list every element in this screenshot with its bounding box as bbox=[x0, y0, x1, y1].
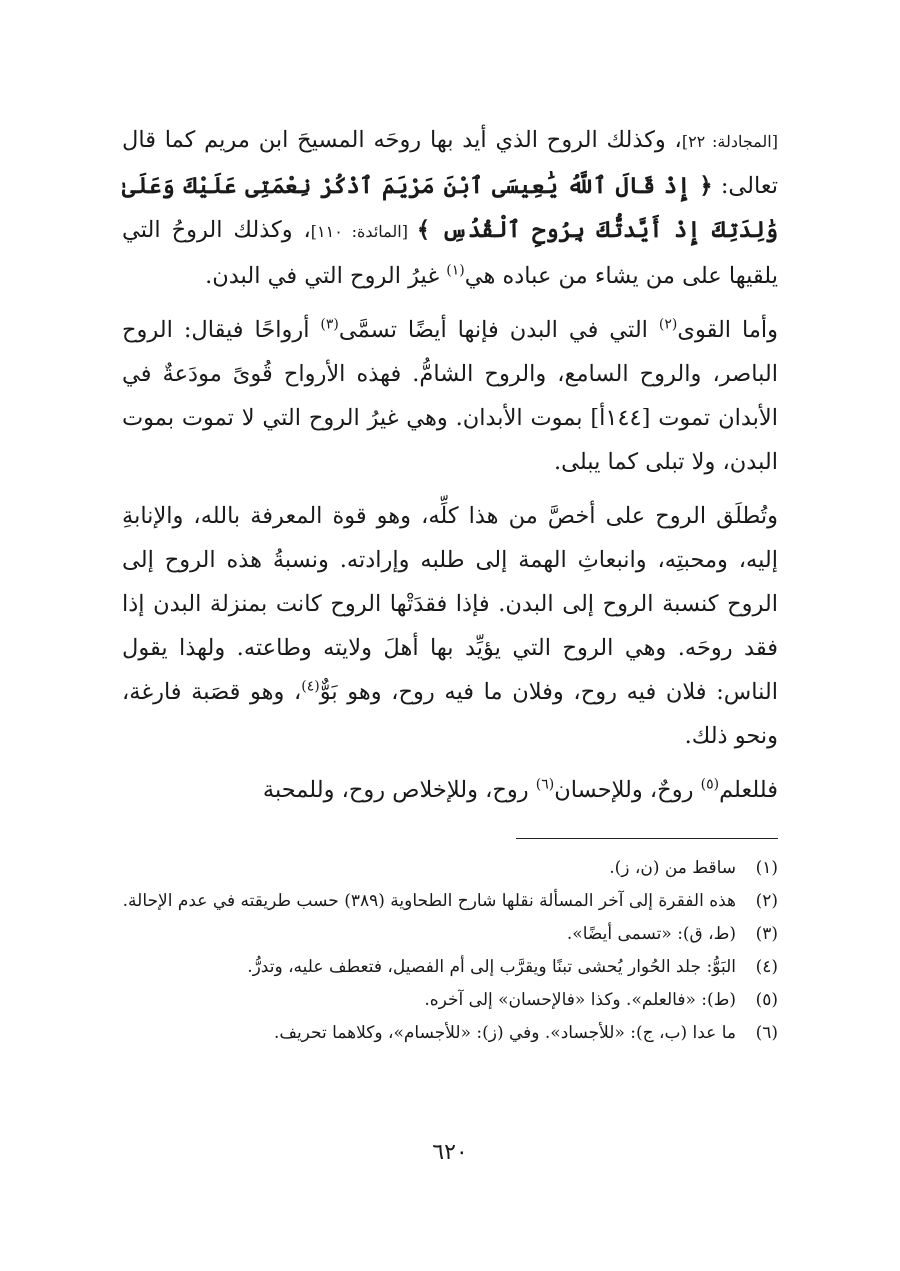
footnote bbox=[122, 951, 778, 984]
footnote-marker: (٣) bbox=[320, 316, 339, 333]
footnote-marker: (٦) bbox=[535, 776, 555, 793]
footnote-text: (ط): «فالعلم». وكذا «فالإحسان» إلى آخره. bbox=[424, 990, 736, 1010]
footnote-number: (٥) bbox=[755, 990, 778, 1010]
paragraph-text: روح، وللإخلاص روح، وللمحبة bbox=[262, 777, 536, 803]
page-number: ٦٢٠ bbox=[432, 1140, 468, 1165]
footnote bbox=[122, 852, 778, 885]
paragraph-text: وتُطلَق الروح على أخصَّ من هذا كلِّه، وهو قوة المعرفة بالله، والإنابةِ إليه، ومحبتِه، وانبعاثِ الهمة إلى طلبه وإرادته. ونسبةُ هذه الروح إلى الروح كنسبة الروح إلى البدن. فإذا فقدَتْها الروح كانت بمنزلة البدن إذا فقد روحَه. وهي الروح التي يؤيِّد بها أهلَ ولايته وطاعته. ولهذا يقول الناس: فلان فيه روح، وفلان ما فيه روح، وهو بَوٌّ bbox=[122, 503, 778, 705]
verse-reference: [المائدة: ١١٠] bbox=[310, 222, 417, 241]
paragraph-text: التي في البدن فإنها أيضًا تسمَّى bbox=[338, 317, 659, 343]
footnotes bbox=[122, 852, 778, 1050]
footnote-marker: (٢) bbox=[658, 316, 678, 333]
footnote-number: (٤) bbox=[755, 957, 778, 977]
footnote-number: (٢) bbox=[755, 891, 778, 911]
footnote bbox=[122, 918, 778, 951]
paragraph-text: غيرُ الروح التي في البدن. bbox=[205, 263, 447, 289]
paragraph-1 bbox=[122, 118, 778, 298]
main-text bbox=[122, 118, 778, 822]
footnote-number: (٣) bbox=[755, 924, 778, 944]
quran-verse: ﴿ إِذْ قَالَ ٱللَّهُ يَٰعِيسَى ٱبْنَ مَرْيَمَ ٱذْكُرْ نِعْمَتِى عَلَيْكَ وَعَلَىٰ وَٰلِدَتِكَ إِذْ أَيَّدتُّكَ بِرُوحِ ٱلْقُدُسِ ﴾ bbox=[122, 173, 779, 243]
paragraph-4 bbox=[122, 768, 778, 812]
footnote bbox=[122, 1017, 778, 1050]
footnote-marker: (٥) bbox=[700, 776, 720, 793]
verse-reference: [المجادلة: ٢٢] bbox=[681, 132, 778, 151]
footnote-text: ما عدا (ب، ج): «للأجساد». وفي (ز): «للأجسام»، وكلاهما تحريف. bbox=[273, 1023, 736, 1043]
paragraph-text: وأما القوى bbox=[677, 317, 778, 343]
paragraph-2 bbox=[122, 308, 778, 484]
paragraph-text: ، وكذلك الروح الذي أيد بها روحَه المسيحَ ابن مريم كما قال تعالى: bbox=[122, 127, 778, 199]
footnote-separator bbox=[516, 838, 778, 839]
paragraph-text: ، وهو قصَبة فارغة، ونحو ذلك. bbox=[122, 679, 778, 749]
paragraph-text: أرواحًا فيقال: الروح الباصر، والروح السامع، والروح الشامُّ. فهذه الأرواح قُوىً مودَعةٌ في الأبدان تموت [١٤٤أ] بموت الأبدان. وهي غيرُ الروح التي لا تموت بموت البدن، ولا تبلى كما يبلى. bbox=[122, 317, 778, 475]
footnote-number: (١) bbox=[755, 858, 778, 878]
footnote bbox=[122, 885, 778, 918]
footnote-number: (٦) bbox=[755, 1023, 778, 1043]
paragraph-3 bbox=[122, 494, 778, 758]
footnote-text: هذه الفقرة إلى آخر المسألة نقلها شارح الطحاوية (٣٨٩) حسب طريقته في عدم الإحالة. bbox=[122, 891, 736, 911]
paragraph-text: فللعلم bbox=[719, 777, 778, 803]
footnote-text: البَوُّ: جلد الحُوار يُحشى تبنًا ويقرَّب إلى أم الفصيل، فتعطف عليه، وتدرُّ. bbox=[247, 957, 736, 977]
footnote bbox=[122, 984, 778, 1017]
footnote-text: ساقط من (ن، ز). bbox=[609, 858, 736, 878]
footnote-text: (ط، ق): «تسمى أيضًا». bbox=[566, 924, 736, 944]
paragraph-text: ، وكذلك الروحُ التي يلقيها على من يشاء من عباده هي bbox=[122, 217, 778, 289]
footnote-marker: (١) bbox=[446, 262, 465, 279]
paragraph-text: روحٌ، وللإحسان bbox=[554, 777, 701, 803]
footnote-marker: (٤) bbox=[301, 678, 320, 695]
